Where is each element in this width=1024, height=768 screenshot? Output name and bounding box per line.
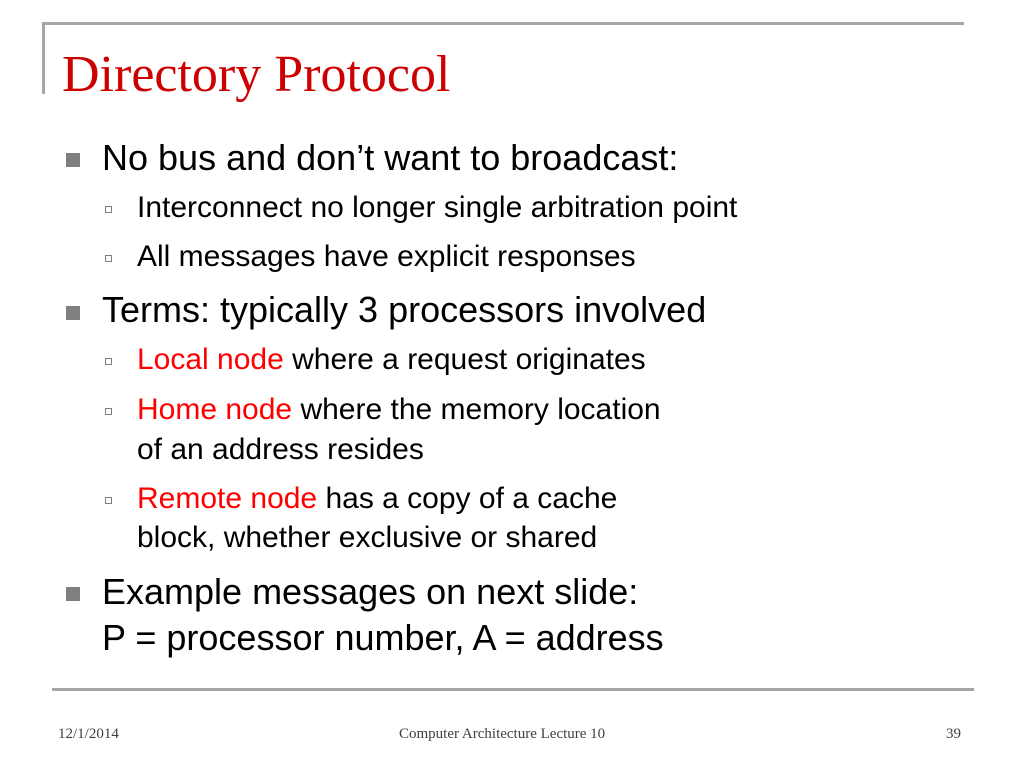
page-number: 39 [946, 726, 961, 742]
footer-rule [52, 688, 974, 691]
term-remote-node-desc: has a copy of a cache [317, 482, 618, 515]
bullet-1-text: No bus and don’t want to broadcast: [102, 137, 679, 178]
footer-title: Computer Architecture Lecture 10 [399, 726, 606, 742]
slide-title: Directory Protocol [62, 46, 451, 103]
square-bullet-icon [66, 153, 80, 167]
term-remote-node: Remote node [137, 482, 318, 515]
left-rule [42, 22, 45, 94]
footer-date: 12/1/2014 [58, 726, 119, 742]
hollow-square-bullet-icon [105, 408, 112, 415]
top-rule [42, 22, 964, 25]
hollow-square-bullet-icon [105, 206, 112, 213]
bullet-2-sub-2-line2: of an address resides [137, 433, 424, 466]
term-home-node: Home node [137, 393, 293, 426]
bullet-2-text: Terms: typically 3 processors involved [102, 289, 707, 330]
bullet-3-line2: P = processor number, A = address [102, 617, 664, 658]
term-local-node: Local node [137, 343, 284, 376]
term-home-node-desc: where the memory location [292, 393, 661, 426]
bullet-1-sub-1: Interconnect no longer single arbitration point [137, 191, 738, 224]
bullet-2-sub-1 [137, 341, 646, 379]
bullet-3-text: Example messages on next slide: [102, 571, 639, 612]
hollow-square-bullet-icon [105, 358, 112, 365]
hollow-square-bullet-icon [105, 255, 112, 262]
bullet-2-sub-3 [137, 480, 617, 518]
bullet-1-sub-2: All messages have explicit responses [137, 240, 636, 273]
bullet-2-sub-3-line2: block, whether exclusive or shared [137, 521, 598, 554]
hollow-square-bullet-icon [105, 497, 112, 504]
square-bullet-icon [66, 587, 80, 601]
term-local-node-desc: where a request originates [283, 343, 646, 376]
bullet-2-sub-2 [137, 391, 661, 429]
square-bullet-icon [66, 306, 80, 320]
